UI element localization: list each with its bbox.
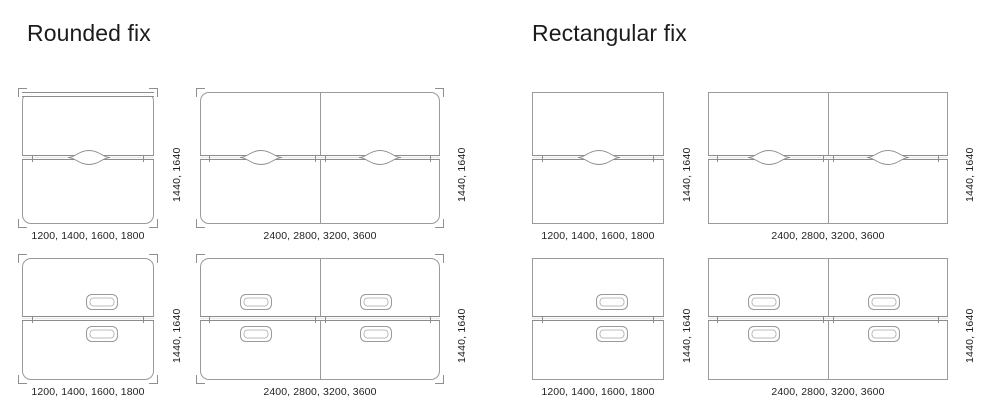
lens-detail: [358, 149, 402, 166]
handle-lower-left: [748, 326, 780, 342]
rail-inner-line: [22, 318, 154, 319]
width-dimension-label: 2400, 2800, 3200, 3600: [771, 230, 885, 242]
diagram-cell-rect-double-handles: [708, 258, 976, 403]
rail-tick: [938, 155, 939, 162]
handle-upper-right: [868, 294, 900, 310]
lens-detail: [67, 149, 111, 166]
corner-bracket: [196, 375, 205, 384]
height-dimension-label: 1440, 1640: [456, 147, 468, 202]
diagram-cell-rounded-double-lens: [200, 92, 468, 242]
mid-rail: [200, 316, 440, 321]
rail-inner-line: [708, 318, 948, 319]
rail-tick: [315, 316, 316, 323]
section-title-rectangular-fix: Rectangular fix: [532, 20, 687, 46]
corner-bracket: [18, 219, 27, 228]
handle-upper: [596, 294, 628, 310]
handle-lower: [596, 326, 628, 342]
rail-tick: [325, 155, 326, 162]
rail-tick: [938, 316, 939, 323]
mid-rail: [200, 155, 440, 160]
rail-tick: [32, 316, 33, 323]
height-dimension-label: 1440, 1640: [456, 308, 468, 363]
handle-upper-left: [748, 294, 780, 310]
corner-bracket: [435, 375, 444, 384]
diagram-cell-rounded-single-lens: [22, 92, 187, 242]
width-dimension-label: 1200, 1400, 1600, 1800: [541, 386, 655, 398]
rail-tick: [542, 155, 543, 162]
rail-tick: [833, 316, 834, 323]
rail-inner-line: [708, 157, 948, 158]
lens-detail: [747, 149, 791, 166]
width-dimension-label: 2400, 2800, 3200, 3600: [771, 386, 885, 398]
width-dimension-label: 2400, 2800, 3200, 3600: [263, 230, 377, 242]
corner-bracket: [435, 219, 444, 228]
mid-rail: [532, 316, 664, 321]
rail-tick: [325, 316, 326, 323]
handle-lower-right: [360, 326, 392, 342]
height-dimension-label: 1440, 1640: [964, 147, 976, 202]
handle-upper-right: [360, 294, 392, 310]
rail-tick: [717, 316, 718, 323]
rail-inner-line: [200, 157, 440, 158]
rail-tick: [430, 155, 431, 162]
lens-detail: [577, 149, 621, 166]
mid-rail: [708, 316, 948, 321]
handle-lower: [86, 326, 118, 342]
handle-upper-left: [240, 294, 272, 310]
section-title-rounded-fix: Rounded fix: [27, 20, 151, 46]
corner-bracket: [18, 375, 27, 384]
corner-bracket: [149, 219, 158, 228]
width-dimension-label: 1200, 1400, 1600, 1800: [31, 386, 145, 398]
diagram-cell-rect-double-lens: [708, 92, 976, 242]
corner-bracket: [18, 254, 27, 263]
handle-lower-left: [240, 326, 272, 342]
rail-tick: [542, 316, 543, 323]
mid-rail: [22, 316, 154, 321]
handle-upper: [86, 294, 118, 310]
rail-tick: [143, 155, 144, 162]
rail-tick: [430, 316, 431, 323]
rail-tick: [209, 155, 210, 162]
rail-tick: [315, 155, 316, 162]
height-dimension-label: 1440, 1640: [171, 147, 183, 202]
width-dimension-label: 1200, 1400, 1600, 1800: [31, 230, 145, 242]
rail-tick: [32, 155, 33, 162]
width-dimension-label: 1200, 1400, 1600, 1800: [541, 230, 655, 242]
lens-detail: [239, 149, 283, 166]
corner-bracket: [196, 88, 205, 97]
corner-bracket: [196, 254, 205, 263]
rail-tick: [833, 155, 834, 162]
diagram-cell-rect-single-lens: [532, 92, 697, 242]
mid-rail: [708, 155, 948, 160]
corner-bracket: [149, 88, 158, 97]
corner-bracket: [18, 88, 27, 97]
corner-bracket: [435, 88, 444, 97]
rail-inner-line: [200, 318, 440, 319]
diagram-cell-rounded-single-handles: [22, 258, 187, 403]
corner-bracket: [435, 254, 444, 263]
diagram-cell-rect-single-handles: [532, 258, 697, 403]
diagram-cell-rounded-double-handles: [200, 258, 468, 403]
rail-tick: [653, 316, 654, 323]
rail-inner-line: [532, 318, 664, 319]
height-dimension-label: 1440, 1640: [681, 308, 693, 363]
corner-bracket: [149, 375, 158, 384]
height-dimension-label: 1440, 1640: [964, 308, 976, 363]
lens-detail: [866, 149, 910, 166]
rail-tick: [143, 316, 144, 323]
corner-bracket: [149, 254, 158, 263]
rail-tick: [717, 155, 718, 162]
height-dimension-label: 1440, 1640: [171, 308, 183, 363]
rail-tick: [653, 155, 654, 162]
rail-tick: [823, 155, 824, 162]
rail-tick: [823, 316, 824, 323]
rail-tick: [209, 316, 210, 323]
width-dimension-label: 2400, 2800, 3200, 3600: [263, 386, 377, 398]
handle-lower-right: [868, 326, 900, 342]
height-dimension-label: 1440, 1640: [681, 147, 693, 202]
corner-bracket: [196, 219, 205, 228]
